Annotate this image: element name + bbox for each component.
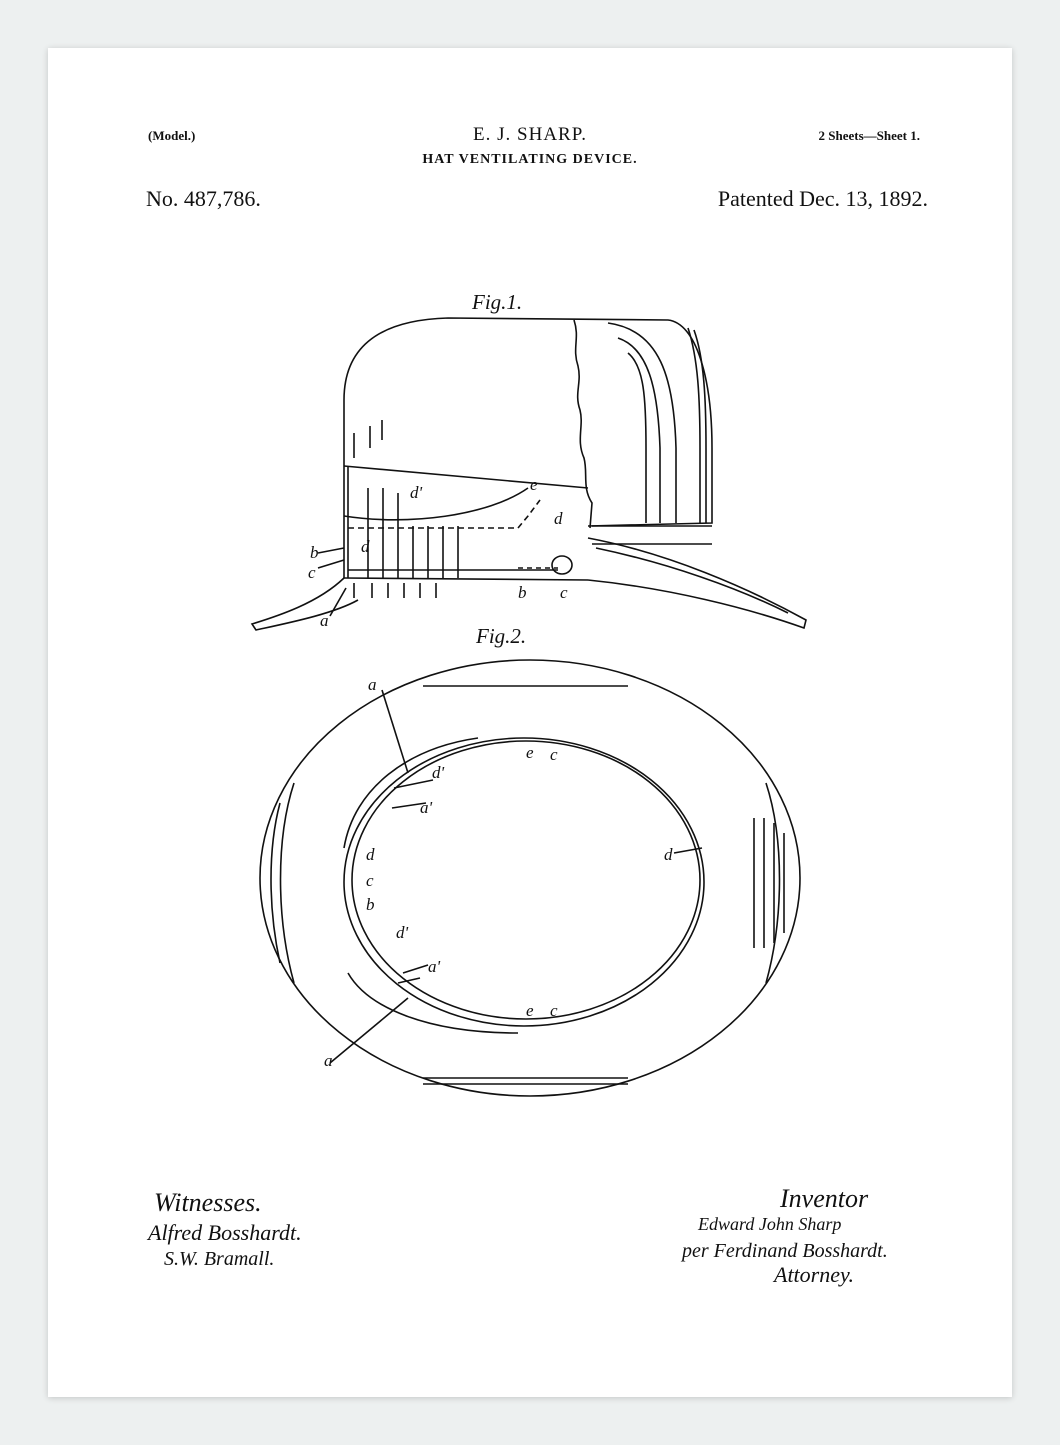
inventor-signature: Edward John Sharp xyxy=(698,1214,842,1234)
fig2-label-d-left: d xyxy=(366,845,375,864)
brim-outer-ellipse xyxy=(260,660,800,1096)
airflow-arrows xyxy=(354,420,436,598)
fig2-label-a-bottom: a xyxy=(324,1051,333,1070)
patent-title: HAT VENTILATING DEVICE. xyxy=(422,152,638,167)
fig2-label-c-left: c xyxy=(366,871,374,890)
fig2-label-a1-bottom: a' xyxy=(428,957,441,976)
fig2-label-e-top: e xyxy=(526,743,534,762)
inventor-name: E. J. SHARP. xyxy=(473,124,587,145)
fig2-label-a1-top: a' xyxy=(420,798,433,817)
inventor-heading: Inventor xyxy=(780,1184,869,1213)
fig1-label-e: e xyxy=(530,475,538,494)
fig2-label-c-bottom: c xyxy=(550,1001,558,1020)
fig1-label-c: c xyxy=(308,563,316,582)
fig2-hat-top-view xyxy=(260,660,800,1096)
patent-number: No. 487,786. xyxy=(146,186,261,211)
fig1-label-d-right: d xyxy=(554,509,563,528)
fig2-label-b-left: b xyxy=(366,895,375,914)
fig1-label: Fig.1. xyxy=(472,290,523,314)
fig2-label-e-bottom: e xyxy=(526,1001,534,1020)
fig1-label-b-bottom: b xyxy=(518,583,527,602)
fig1-reference-letters xyxy=(308,475,568,630)
fig2-label-d1-bottom: d' xyxy=(396,923,409,942)
witnesses-heading: Witnesses. xyxy=(154,1188,262,1217)
fig2-reference-letters xyxy=(324,675,673,1070)
patent-date: Patented Dec. 13, 1892. xyxy=(717,186,928,211)
attorney-label: Attorney. xyxy=(774,1262,855,1287)
fig2-label-d-right: d xyxy=(664,845,673,864)
fig1-label-a: a xyxy=(320,611,329,630)
fig2-label-c-top: c xyxy=(550,745,558,764)
fig1-label-b: b xyxy=(310,543,319,562)
witness-signature-2: S.W. Bramall. xyxy=(164,1248,275,1270)
fig1-label-c-bottom: c xyxy=(560,583,568,602)
fig2-label-d1-top: d' xyxy=(432,763,445,782)
fig1-label-d1: d' xyxy=(410,483,423,502)
patent-poster xyxy=(48,48,1012,1397)
witness-signature-1: Alfred Bosshardt. xyxy=(148,1220,302,1245)
fig1-hat-side-view xyxy=(252,318,806,630)
hat-crown-outline xyxy=(344,318,712,526)
fig2-label-a-top: a xyxy=(368,675,377,694)
fig1-label-d-left: d xyxy=(361,537,370,556)
model-label: (Model.) xyxy=(148,128,196,143)
fig2-label: Fig.2. xyxy=(476,624,527,648)
cutaway-edge xyxy=(574,320,592,528)
per-attorney-signature: per Ferdinand Bosshardt. xyxy=(682,1240,888,1262)
sheet-count: 2 Sheets—Sheet 1. xyxy=(818,128,920,143)
